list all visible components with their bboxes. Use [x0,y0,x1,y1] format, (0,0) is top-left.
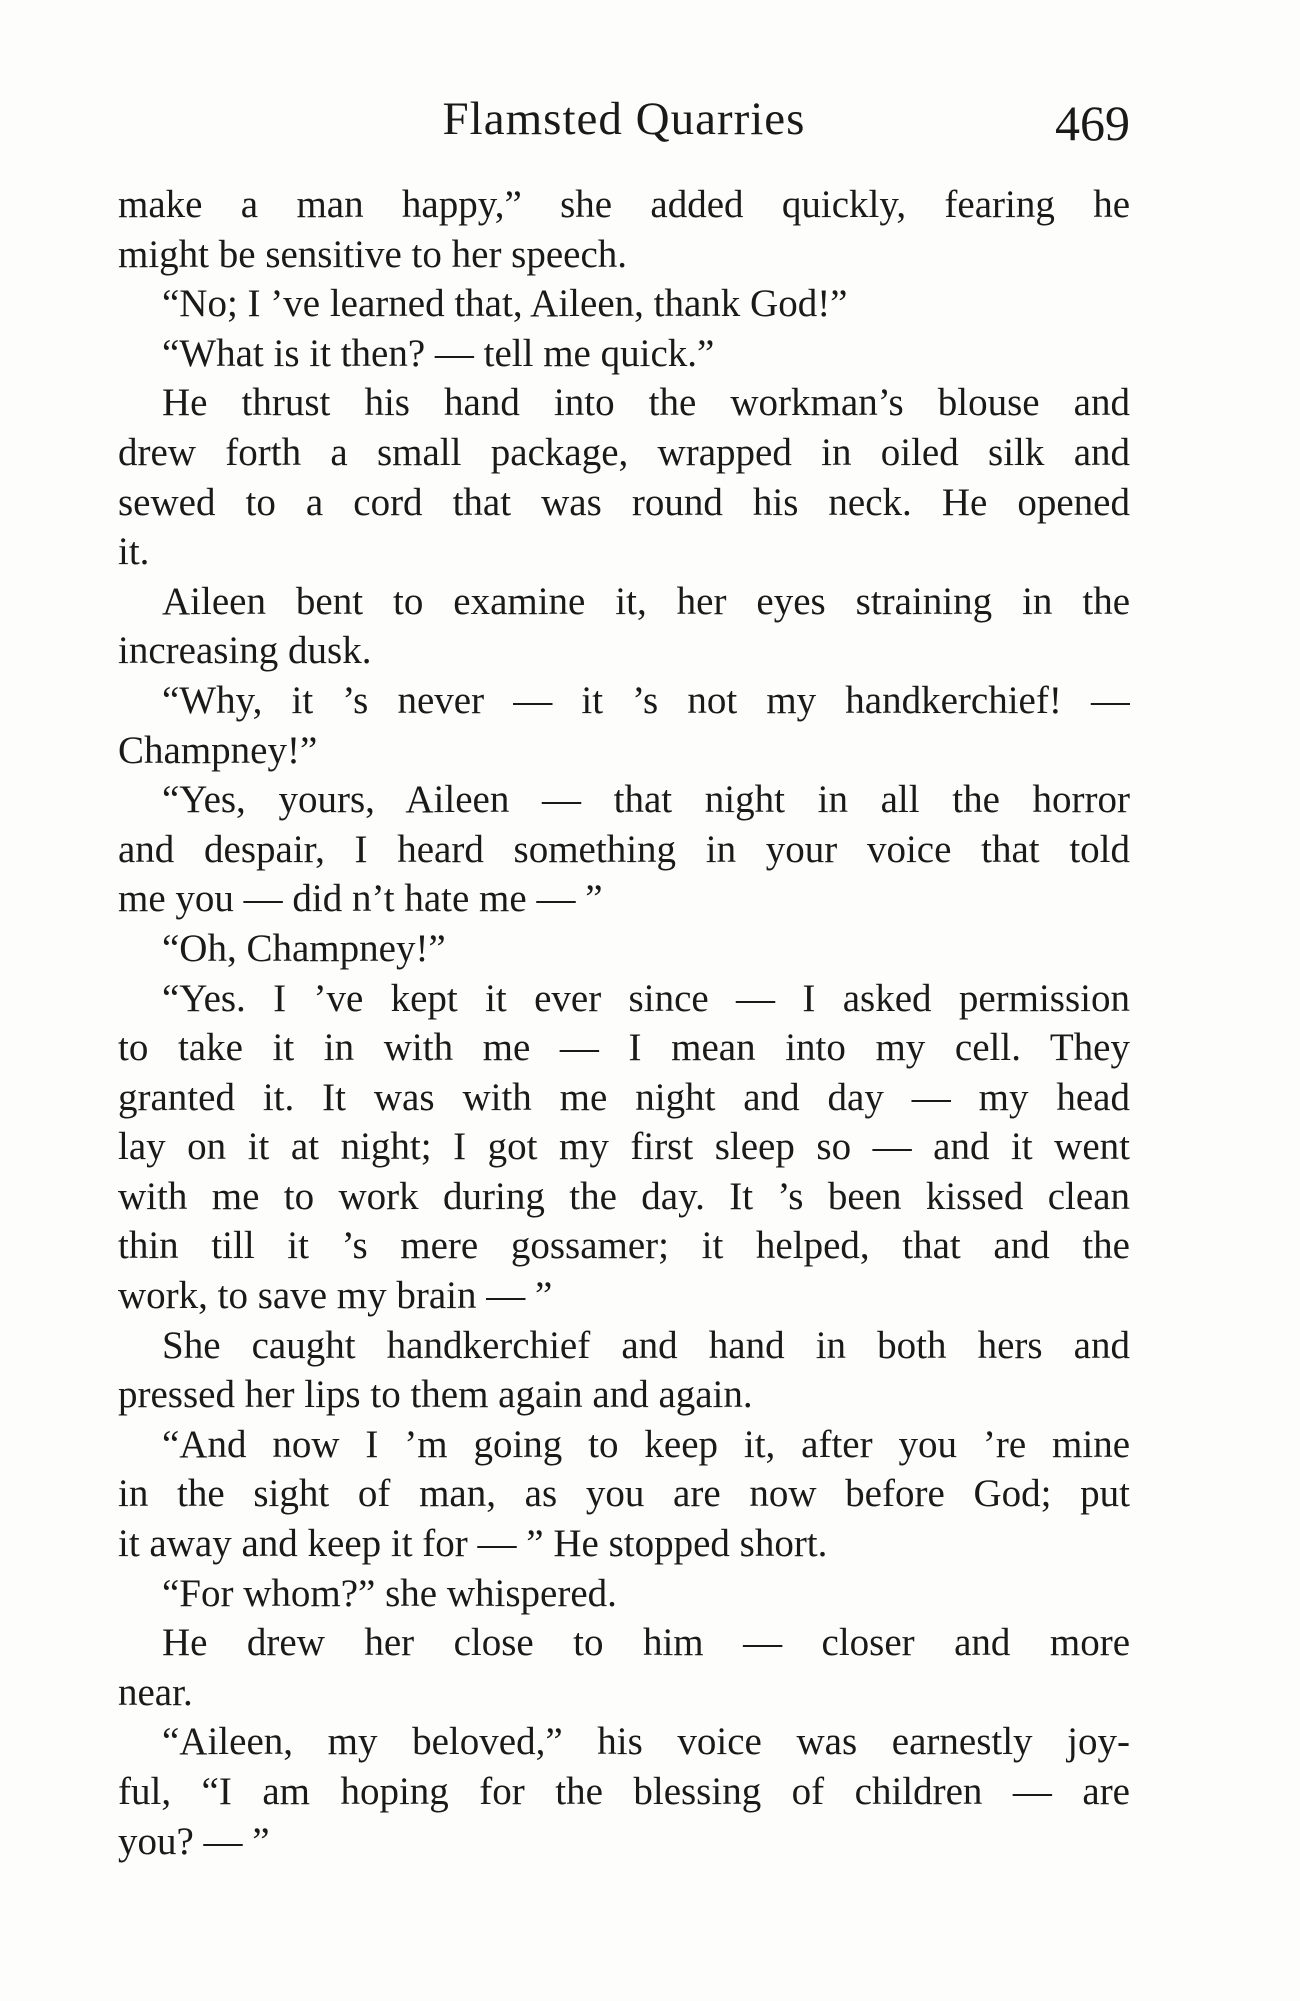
text-line: it away and keep it for — ” He stopped short. [118,1522,828,1566]
text-line: “Why, it ’s never — it ’s not my handkerchief! — [162,678,1130,722]
text-line: near. [118,1670,193,1714]
text-line: He drew her close to him — closer and more [162,1621,1130,1665]
text-line: with me to work during the day. It ’s been kissed clean [118,1174,1130,1218]
text-line: lay on it at night; I got my first sleep so — and it went [118,1125,1130,1169]
text-line: in the sight of man, as you are now before God; put [118,1472,1130,1516]
page-number: 469 [1055,95,1130,151]
text-line: He thrust his hand into the workman’s blouse and [162,381,1130,425]
text-line: “No; I ’ve learned that, Aileen, thank God!” [162,282,848,326]
text-line: Aileen bent to examine it, her eyes straining in the [162,579,1130,623]
text-line: to take it in with me — I mean into my cell. They [118,1026,1130,1070]
text-line: “Yes. I ’ve kept it ever since — I asked permission [162,976,1130,1020]
text-line: “What is it then? — tell me quick.” [162,331,715,375]
text-line: might be sensitive to her speech. [118,232,628,276]
text-line: thin till it ’s mere gossamer; it helped, that and the [118,1224,1130,1268]
text-line: pressed her lips to them again and again. [118,1373,753,1417]
text-line: work, to save my brain — ” [118,1274,553,1318]
text-line: Champney!” [118,728,318,772]
text-line: ful, “I am hoping for the blessing of children — are [118,1770,1130,1813]
text-line: and despair, I heard something in your voice that told [118,827,1130,871]
text-line: me you — did n’t hate me — ” [118,877,603,921]
text-line: it. [118,530,150,574]
running-title: Flamsted Quarries [442,93,806,145]
text-line: “Aileen, my beloved,” his voice was earnestly joy- [162,1720,1130,1764]
text-line: “And now I ’m going to keep it, after you ’re mine [162,1422,1130,1466]
body-text [118,180,1130,1866]
text-line: make a man happy,” she added quickly, fearing he [118,183,1130,226]
text-line: “Oh, Champney!” [162,926,446,970]
text-line: drew forth a small package, wrapped in oiled silk and [118,430,1130,474]
text-line: sewed to a cord that was round his neck. He opened [118,480,1130,524]
text-line: She caught handkerchief and hand in both hers and [162,1323,1130,1367]
text-line: you? — ” [118,1819,270,1863]
text-line: granted it. It was with me night and day — my head [118,1075,1130,1119]
running-head [118,92,1130,152]
text-line: increasing dusk. [118,629,372,673]
text-line: “Yes, yours, Aileen — that night in all the horror [162,778,1130,822]
text-line: “For whom?” she whispered. [162,1571,617,1615]
